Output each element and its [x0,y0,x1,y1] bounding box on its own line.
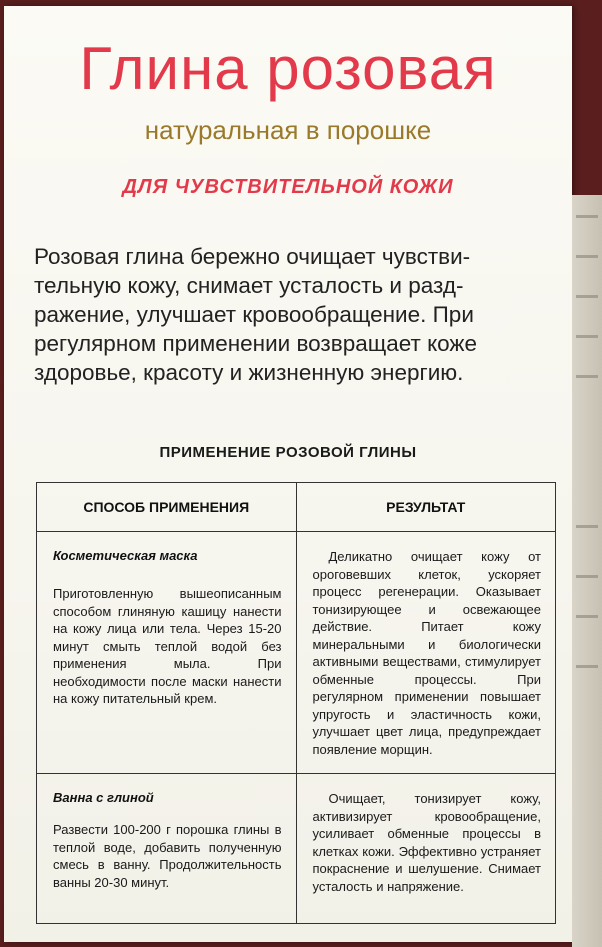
result-cell [296,532,556,774]
method-description: Приготовленную вышеописанным способом глиняную кашицу нанести на кожу лица или тела. Через 15-20 минут смыть теплой водой без применения мыла. При необходимости после маски нанести на кожу питательный крем. [53,586,282,706]
intro-line: здоровье, красоту и жизненную энергию. [34,360,464,385]
method-cell [37,532,297,774]
column-header-method: СПОСОБ ПРИМЕНЕНИЯ [37,483,297,532]
table-header-row [37,483,556,532]
method-description: Развести 100-200 г порошка глины в теплой воде, добавить полученную смесь в ванну. Продолжительность ванны 20-30 минут. [53,822,282,890]
usage-table [36,482,556,924]
package-panel [4,6,572,942]
product-title: Глина розовая [79,35,497,102]
method-cell [37,774,297,924]
intro-line: регулярном применении возвращает коже [34,331,478,356]
table-row [37,774,556,924]
product-tagline: ДЛЯ ЧУВСТВИТЕЛЬНОЙ КОЖИ [122,176,454,198]
result-description: Деликатно очищает кожу от ороговевших клеток, ускоряет процесс регенерации. Оказывает тонизирующее и освежающее действие. Питает кожу минеральными и биологически активными веществами, стимулирует обменные процессы. При регулярном применении повышает упругость и эластичность кожи, улучшает цвет лица, предупреждает появление морщин. [312,549,541,757]
intro-line: тельную кожу, снимает усталость и разд- [34,273,464,298]
result-cell [296,774,556,924]
intro-paragraph [34,242,554,387]
intro-line: Розовая глина бережно очищает чувстви- [34,244,471,269]
table-title: ПРИМЕНЕНИЕ РОЗОВОЙ ГЛИНЫ [159,444,417,461]
product-subtitle: натуральная в порошке [144,115,432,145]
intro-line: ражение, улучшает кровообращение. При [34,302,474,327]
result-description: Очищает, тонизирует кожу, активизирует кровообращение, усиливает обменные процессы в клетках кожи. Эффективно устраняет покраснение и шелушение. Снимает усталость и напряжение. [312,791,541,894]
box-side-panel [572,195,602,947]
table-row [37,532,556,774]
method-name: Ванна с глиной [53,790,154,805]
method-name: Косметическая маска [53,548,198,563]
column-header-result: РЕЗУЛЬТАТ [296,483,556,532]
